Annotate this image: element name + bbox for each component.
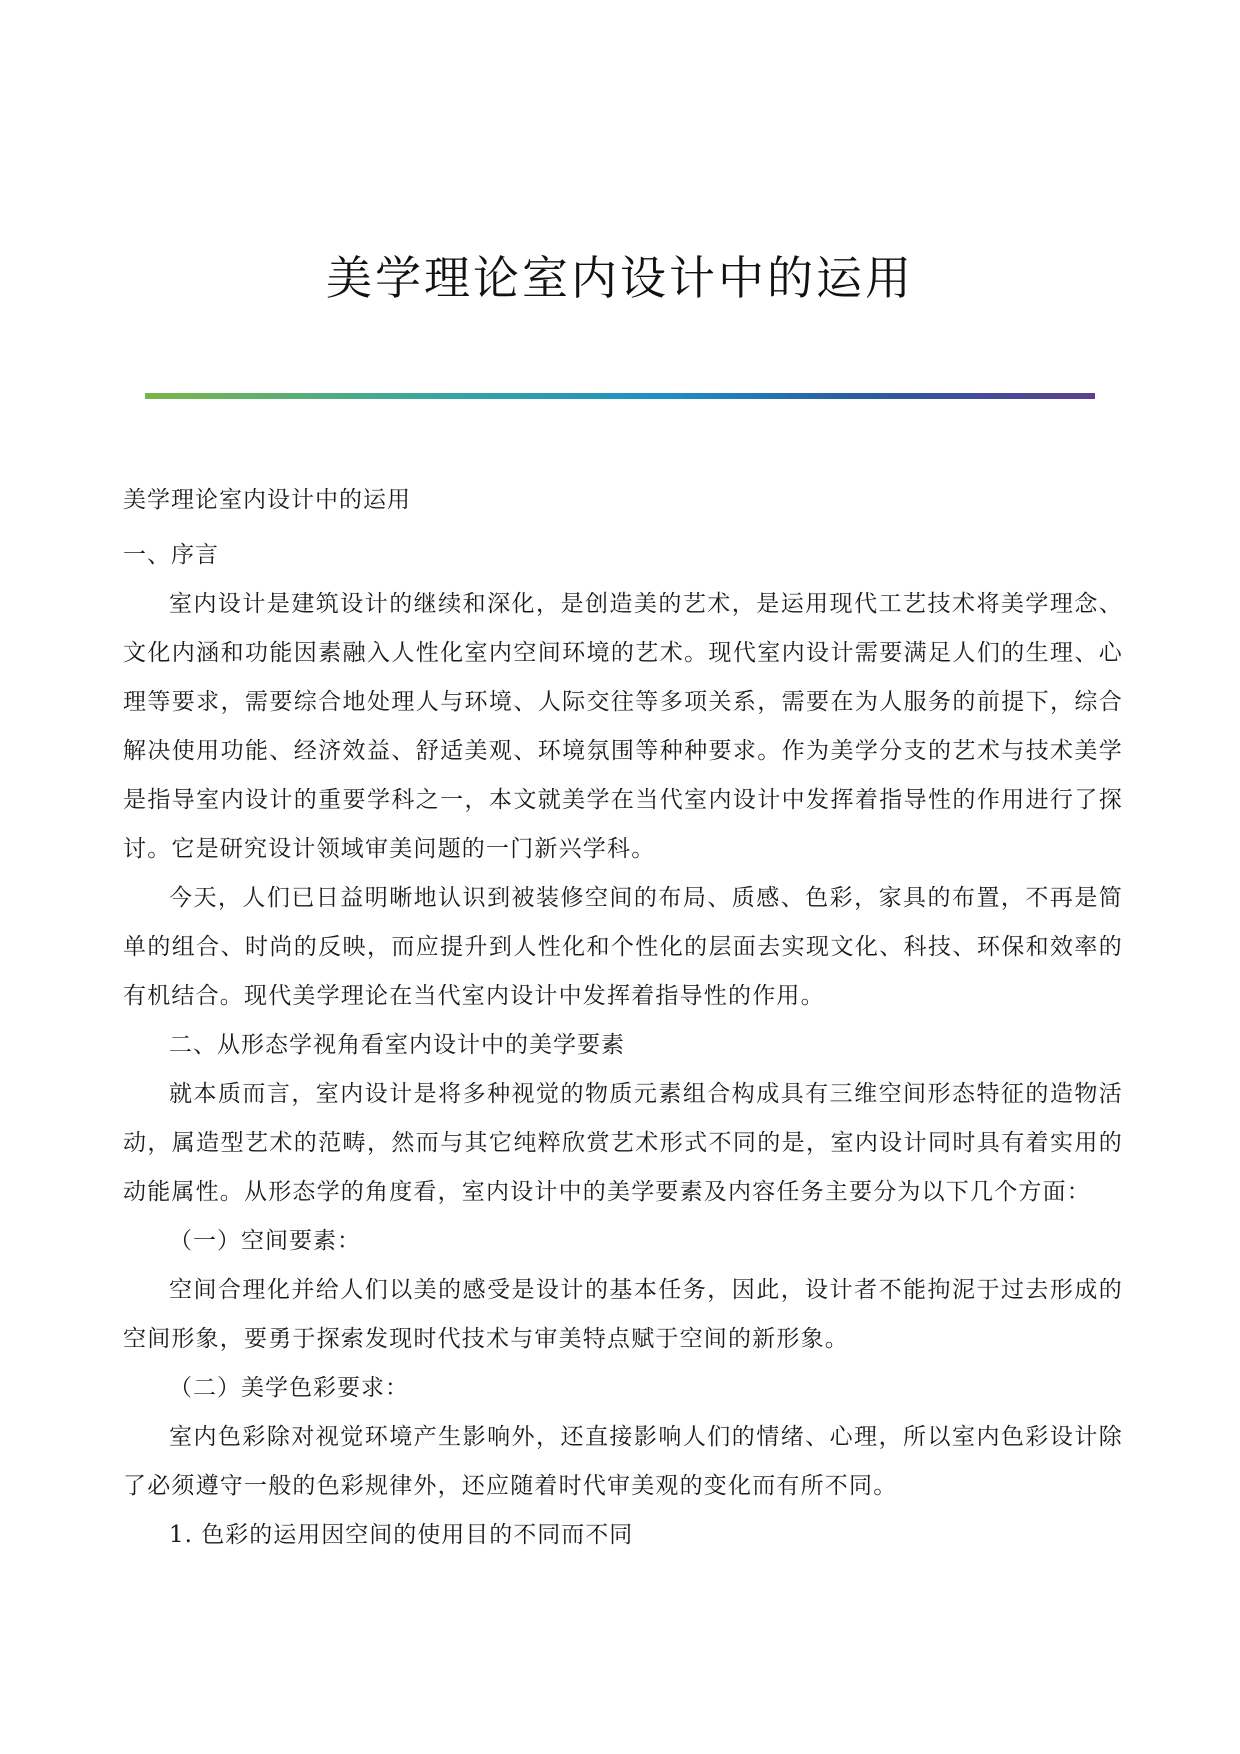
paragraph-4: 空间合理化并给人们以美的感受是设计的基本任务，因此，设计者不能拘泥于过去形成的空间形象，要勇于探索发现时代技术与审美特点赋于空间的新形象。 [123,1277,1123,1352]
subheading-color: （二）美学色彩要求： [169,1375,409,1401]
section-heading-preface: 一、序言 [123,542,219,568]
section-heading-morphology: 二、从形态学视角看室内设计中的美学要素 [169,1032,625,1058]
paragraph-2: 今天，人们已日益明晰地认识到被装修空间的布局、质感、色彩，家具的布置，不再是简单的组合、时尚的反映，而应提升到人性化和个性化的层面去实现文化、科技、环保和效率的有机结合。现代美学理论在当代室内设计中发挥着指导性的作用。 [123,885,1123,1009]
title-divider [145,393,1095,399]
document-title: 美学理论室内设计中的运用 [326,251,914,305]
paragraph-5: 室内色彩除对视觉环境产生影响外，还直接影响人们的情绪、心理，所以室内色彩设计除了必须遵守一般的色彩规律外，还应随着时代审美观的变化而有所不同。 [123,1424,1123,1499]
subheading-space: （一）空间要素： [169,1228,361,1254]
list-item-1: 1. 色彩的运用因空间的使用目的不同而不同 [169,1522,634,1548]
paragraph-3: 就本质而言，室内设计是将多种视觉的物质元素组合构成具有三维空间形态特征的造物活动，属造型艺术的范畴，然而与其它纯粹欣赏艺术形式不同的是，室内设计同时具有着实用的动能属性。从形态学的角度看，室内设计中的美学要素及内容任务主要分为以下几个方面： [123,1081,1123,1205]
paragraph-1: 室内设计是建筑设计的继续和深化，是创造美的艺术，是运用现代工艺技术将美学理念、文化内涵和功能因素融入人性化室内空间环境的艺术。现代室内设计需要满足人们的生理、心理等要求，需要综合地处理人与环境、人际交往等多项关系，需要在为人服务的前提下，综合解决使用功能、经济效益、舒适美观、环境氛围等种种要求。作为美学分支的艺术与技术美学是指导室内设计的重要学科之一，本文就美学在当代室内设计中发挥着指导性的作用进行了探讨。它是研究设计领域审美问题的一门新兴学科。 [123,591,1123,862]
body-subtitle: 美学理论室内设计中的运用 [123,487,411,513]
document-body [123,476,1123,1560]
